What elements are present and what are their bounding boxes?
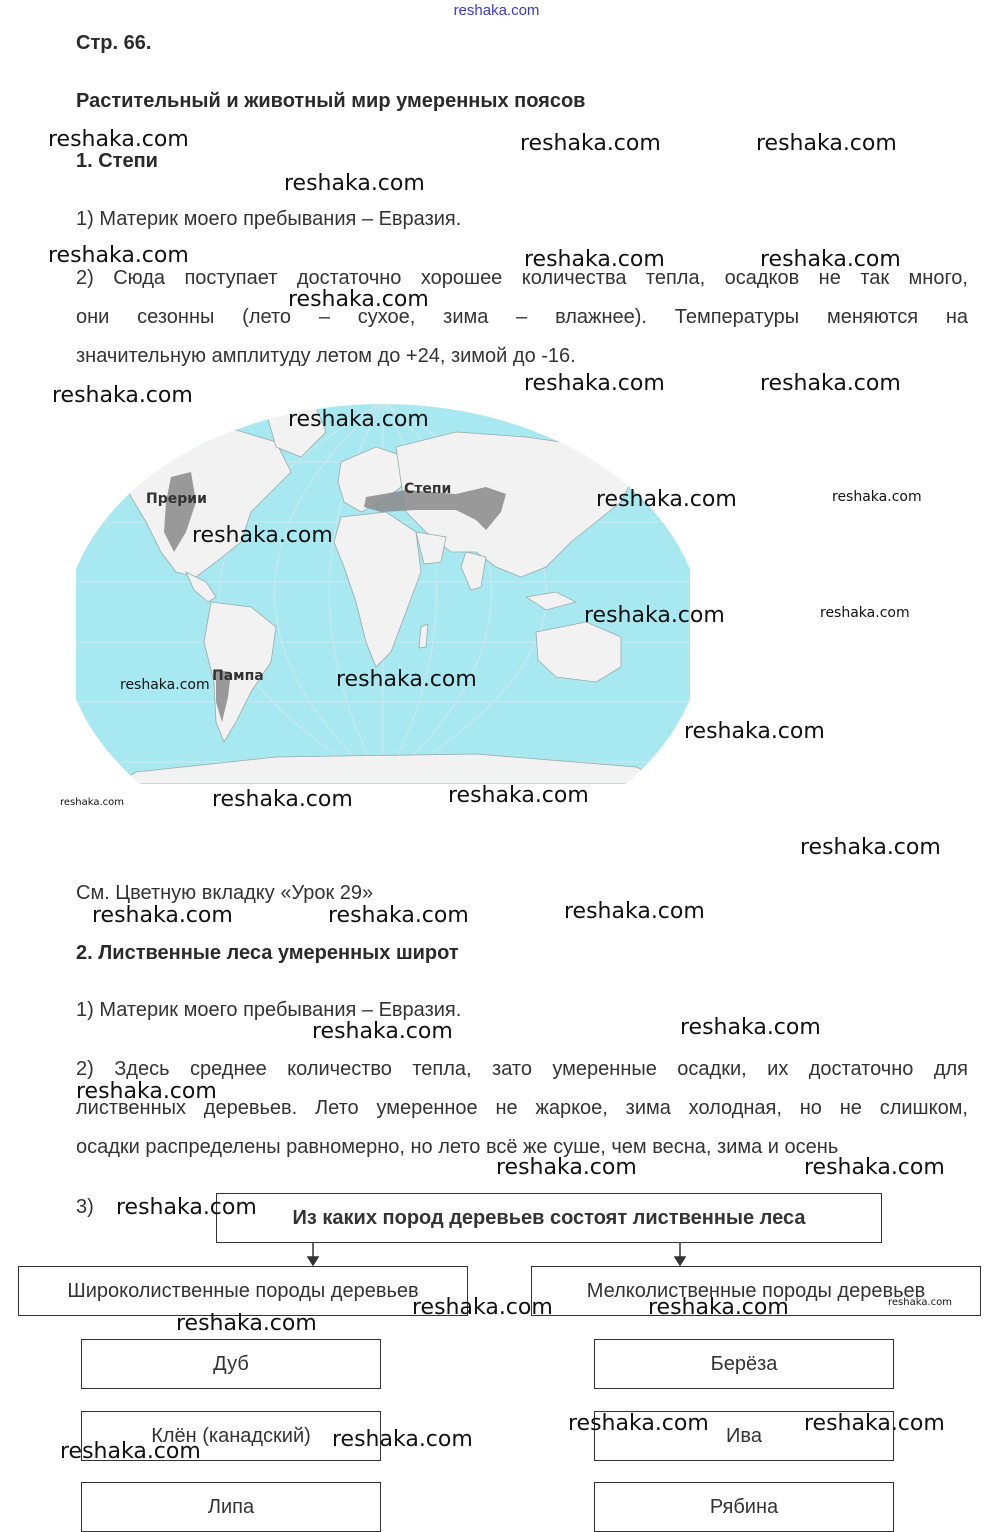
watermark: reshaka.com [820,605,910,621]
world-map-graphic [76,402,690,784]
watermark: reshaka.com [76,1079,217,1104]
watermark: reshaka.com [284,171,425,196]
section1-see-also: См. Цветную вкладку «Урок 29» [76,882,374,904]
diagram-left-item: Липа [81,1482,381,1532]
watermark: reshaka.com [120,677,210,693]
watermark: reshaka.com [804,1411,945,1436]
watermark: reshaka.com [176,1311,317,1336]
watermark: reshaka.com [336,667,477,692]
section1-item2-line2: они сезонны (лето – сухое, зима – влажнее). Температуры меняются на [76,306,968,328]
watermark: reshaka.com [212,787,353,812]
section1-item2-line1: 2) Сюда поступает достаточно хорошее количества тепла, осадков не так много, [76,267,968,289]
map-label-steppe: Степи [404,481,452,497]
watermark: reshaka.com [60,797,124,808]
watermark: reshaka.com [568,1411,709,1436]
watermark: reshaka.com [288,287,429,312]
section2-heading: 2. Лиственные леса умеренных широт [76,942,459,964]
map-label-prairie: Прерии [146,491,207,507]
diagram-left-item: Дуб [81,1339,381,1389]
section2-item2-line1: 2) Здесь среднее количество тепла, зато умеренные осадки, их достаточно для [76,1058,968,1080]
watermark: reshaka.com [648,1295,789,1320]
watermark: reshaka.com [48,243,189,268]
watermark: reshaka.com [332,1427,473,1452]
watermark: reshaka.com [60,1439,201,1464]
watermark: reshaka.com [496,1155,637,1180]
section2-item3-marker: 3) [76,1196,94,1218]
watermark: reshaka.com [312,1019,453,1044]
section1-item1: 1) Материк моего пребывания – Евразия. [76,208,462,230]
watermark: reshaka.com [116,1195,257,1220]
watermark: reshaka.com [760,371,901,396]
watermark: reshaka.com [192,523,333,548]
diagram-right-item: Ива [594,1411,894,1461]
watermark: reshaka.com [328,903,469,928]
section2-item2-line2: лиственных деревьев. Лето умеренное не жаркое, зима холодная, но не слишком, [76,1097,968,1119]
diagram-left-category: Широколиственные породы деревьев [18,1266,468,1316]
section1-item2-line3: значительную амплитуду летом до +24, зимой до -16. [76,345,576,367]
section2-item1: 1) Материк моего пребывания – Евразия. [76,999,462,1021]
section1-heading: 1. Степи [76,150,158,172]
watermark: reshaka.com [288,407,429,432]
site-watermark-top: reshaka.com [453,2,540,19]
watermark: reshaka.com [92,903,233,928]
watermark: reshaka.com [596,487,737,512]
section2-item2-line3: осадки распределены равномерно, но лето всё же суше, чем весна, зима и осень [76,1136,839,1158]
watermark: reshaka.com [448,783,589,808]
watermark: reshaka.com [412,1295,553,1320]
watermark: reshaka.com [584,603,725,628]
watermark: reshaka.com [520,131,661,156]
watermark: reshaka.com [804,1155,945,1180]
arrow-left-head [308,1257,318,1265]
diagram-left-item: Клён (канадский) [81,1411,381,1461]
diagram-right-item: Рябина [594,1482,894,1532]
watermark: reshaka.com [888,1297,952,1308]
watermark: reshaka.com [760,247,901,272]
diagram-root-box: Из каких пород деревьев состоят лиственные леса [216,1193,882,1243]
watermark: reshaka.com [684,719,825,744]
diagram-right-item: Берёза [594,1339,894,1389]
world-map [76,402,690,784]
watermark: reshaka.com [564,899,705,924]
page-number: Стр. 66. [76,32,152,54]
watermark: reshaka.com [52,383,193,408]
diagram-right-category: Мелколиственные породы деревьев [531,1266,981,1316]
watermark: reshaka.com [756,131,897,156]
watermark: reshaka.com [832,489,922,505]
arrow-right-head [675,1257,685,1265]
watermark: reshaka.com [524,247,665,272]
watermark: reshaka.com [800,835,941,860]
watermark: reshaka.com [524,371,665,396]
watermark: reshaka.com [48,127,189,152]
topic-title: Растительный и животный мир умеренных поясов [76,90,586,112]
watermark: reshaka.com [680,1015,821,1040]
map-label-pampa: Пампа [212,668,264,684]
